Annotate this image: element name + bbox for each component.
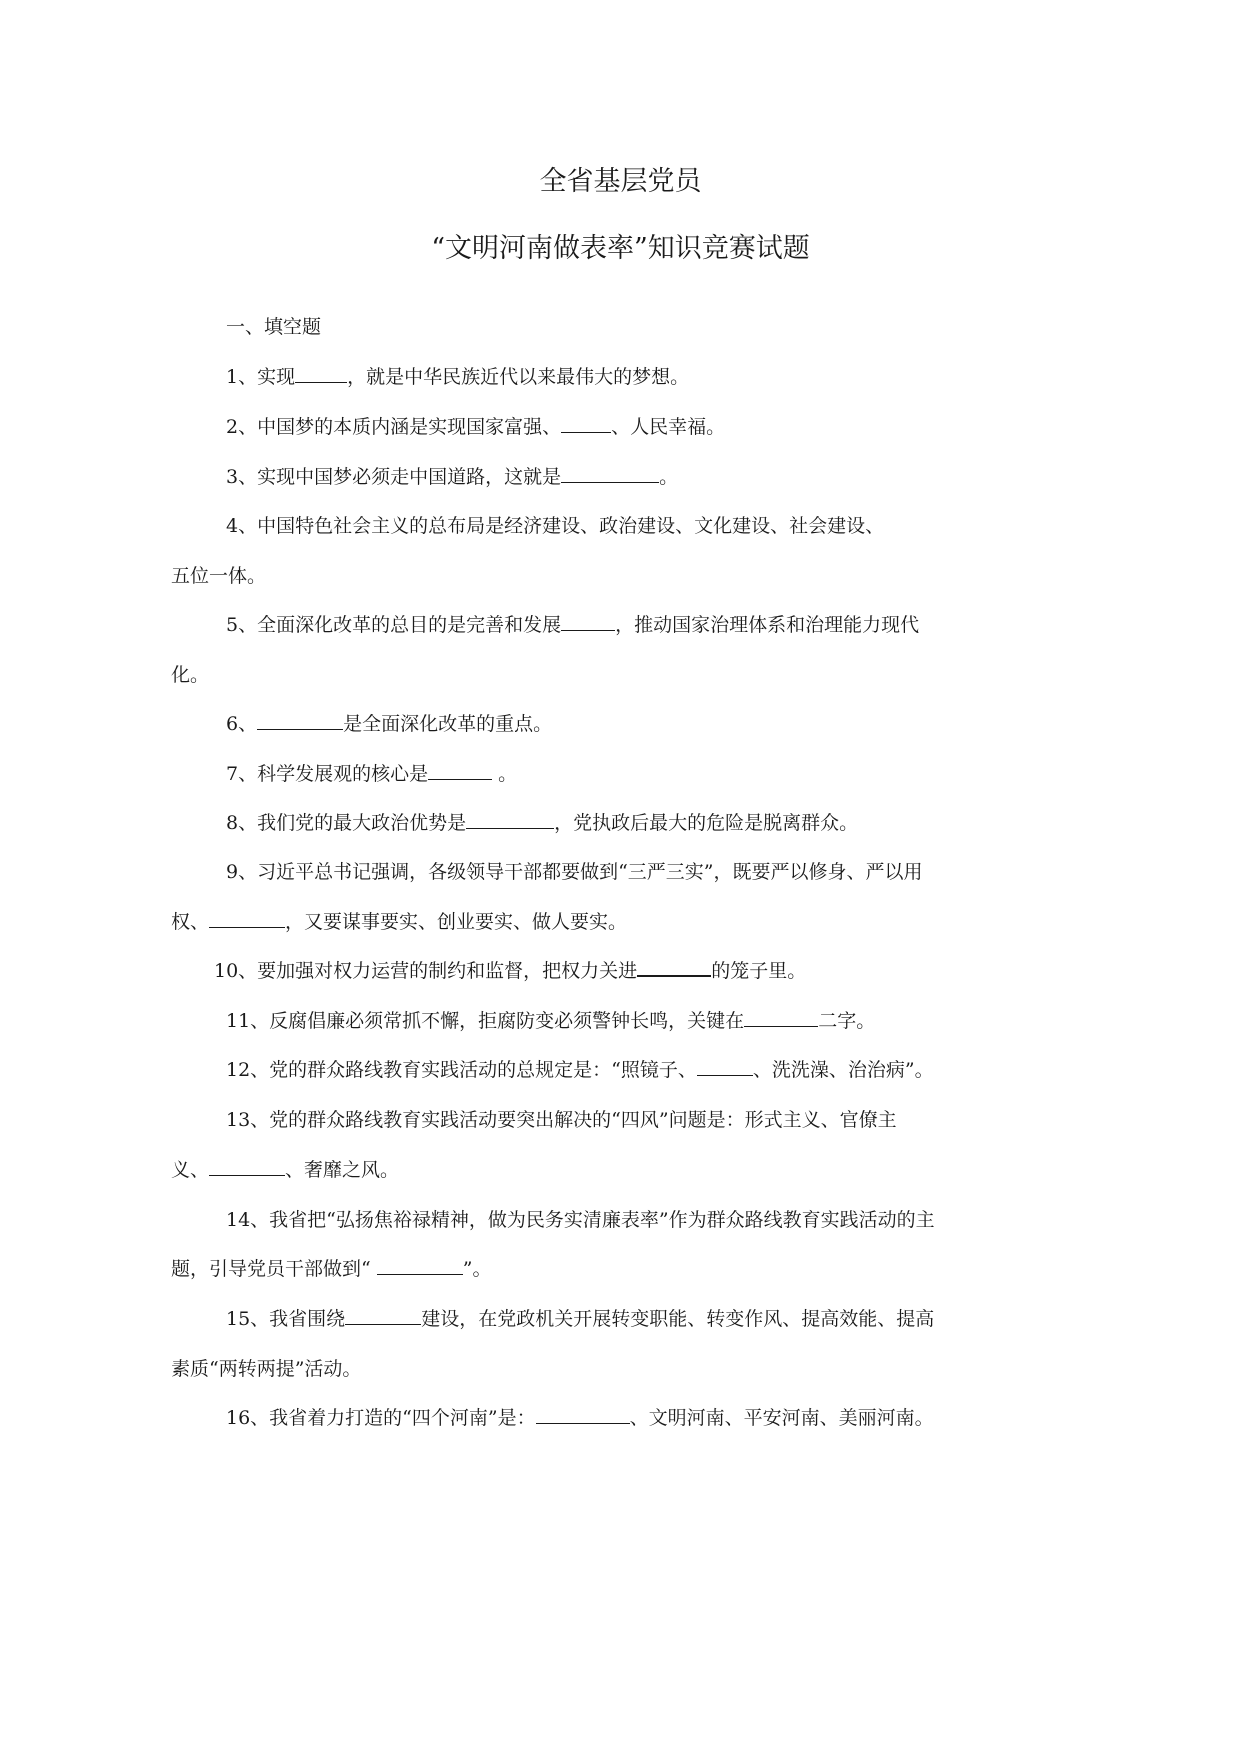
section-heading: 一、填空题 xyxy=(226,316,322,338)
answer-blank xyxy=(377,1257,463,1275)
question-12 xyxy=(226,1057,934,1083)
question-text: ，党执政后最大的危险是脱离群众。 xyxy=(554,812,859,834)
question-9-continued xyxy=(171,909,627,935)
question-13-continued xyxy=(171,1157,399,1183)
question-text: 6、 xyxy=(226,713,258,735)
question-text: 1、实现 xyxy=(226,366,296,388)
question-text: 3、实现中国梦必须走中国道路，这就是 xyxy=(226,466,562,488)
question-text: 16、我省着力打造的“四个河南”是： xyxy=(226,1407,536,1429)
answer-blank xyxy=(561,465,659,483)
question-8 xyxy=(226,810,858,836)
question-text: 5、全面深化改革的总目的是完善和发展 xyxy=(226,614,562,636)
question-text: 题，引导党员干部做到“ xyxy=(171,1258,377,1280)
answer-blank xyxy=(744,1009,818,1027)
question-14: 14、我省把“弘扬焦裕禄精神，做为民务实清廉表率”作为群众路线教育实践活动的主 xyxy=(226,1209,935,1231)
answer-blank xyxy=(697,1058,753,1076)
answer-blank xyxy=(466,811,554,829)
question-5-continued: 化。 xyxy=(171,664,210,686)
question-5 xyxy=(226,612,919,638)
question-2 xyxy=(226,414,725,440)
question-text: 二字。 xyxy=(818,1010,876,1032)
answer-blank xyxy=(257,712,343,730)
answer-blank xyxy=(209,910,285,928)
question-10 xyxy=(214,958,806,984)
question-7 xyxy=(226,761,517,787)
question-6 xyxy=(226,711,552,737)
question-15 xyxy=(226,1306,934,1332)
question-text: 、文明河南、平安河南、美丽河南。 xyxy=(629,1407,934,1429)
answer-blank xyxy=(209,1158,285,1176)
question-16 xyxy=(226,1405,934,1431)
question-11 xyxy=(226,1008,875,1034)
question-text: 的笼子里。 xyxy=(711,960,807,982)
question-text: 、人民幸福。 xyxy=(611,416,726,438)
question-1 xyxy=(226,364,689,390)
question-text: ，就是中华民族近代以来最伟大的梦想。 xyxy=(347,366,690,388)
question-text: ，推动国家治理体系和治理能力现代 xyxy=(615,614,920,636)
exam-title-line1: 全省基层党员 xyxy=(539,166,702,197)
question-text: 。 xyxy=(492,763,518,785)
question-text: 2、中国梦的本质内涵是实现国家富强、 xyxy=(226,416,562,438)
question-4-continued: 五位一体。 xyxy=(171,565,267,587)
question-13: 13、党的群众路线教育实践活动要突出解决的“四风”问题是：形式主义、官僚主 xyxy=(226,1109,897,1131)
question-text: 、洗洗澡、治治病”。 xyxy=(752,1059,934,1081)
question-14-continued xyxy=(171,1256,491,1282)
question-text: 7、科学发展观的核心是 xyxy=(226,763,429,785)
question-text: 义、 xyxy=(171,1159,210,1181)
question-text: 、奢靡之风。 xyxy=(285,1159,400,1181)
question-text: 8、我们党的最大政治优势是 xyxy=(226,812,467,834)
answer-blank xyxy=(637,958,711,977)
question-3 xyxy=(226,464,678,490)
question-text: 15、我省围绕 xyxy=(226,1308,346,1330)
question-text: ，又要谋事要实、创业要实、做人要实。 xyxy=(285,911,628,933)
question-text: 权、 xyxy=(171,911,210,933)
question-text: 11、反腐倡廉必须常抓不懈，拒腐防变必须警钟长鸣，关键在 xyxy=(226,1010,745,1032)
question-9: 9、习近平总书记强调，各级领导干部都要做到“三严三实”，既要严以修身、严以用 xyxy=(226,861,923,883)
question-text: 12、党的群众路线教育实践活动的总规定是：“照镜子、 xyxy=(226,1059,697,1081)
exam-title-line2: “文明河南做表率”知识竞赛试题 xyxy=(431,233,810,264)
answer-blank xyxy=(561,415,611,433)
question-text: 。 xyxy=(659,466,679,488)
answer-blank xyxy=(345,1307,421,1325)
question-text: 是全面深化改革的重点。 xyxy=(343,713,553,735)
question-text: ”。 xyxy=(462,1258,492,1280)
question-15-continued: 素质“两转两提”活动。 xyxy=(171,1358,362,1380)
question-4: 4、中国特色社会主义的总布局是经济建设、政治建设、文化建设、社会建设、 xyxy=(226,515,885,537)
answer-blank xyxy=(536,1406,630,1424)
answer-blank xyxy=(428,762,492,780)
question-text: 建设，在党政机关开展转变职能、转变作风、提高效能、提高 xyxy=(421,1308,935,1330)
answer-blank xyxy=(295,365,347,383)
question-text: 10、要加强对权力运营的制约和监督，把权力关进 xyxy=(214,960,638,982)
answer-blank xyxy=(561,613,615,631)
